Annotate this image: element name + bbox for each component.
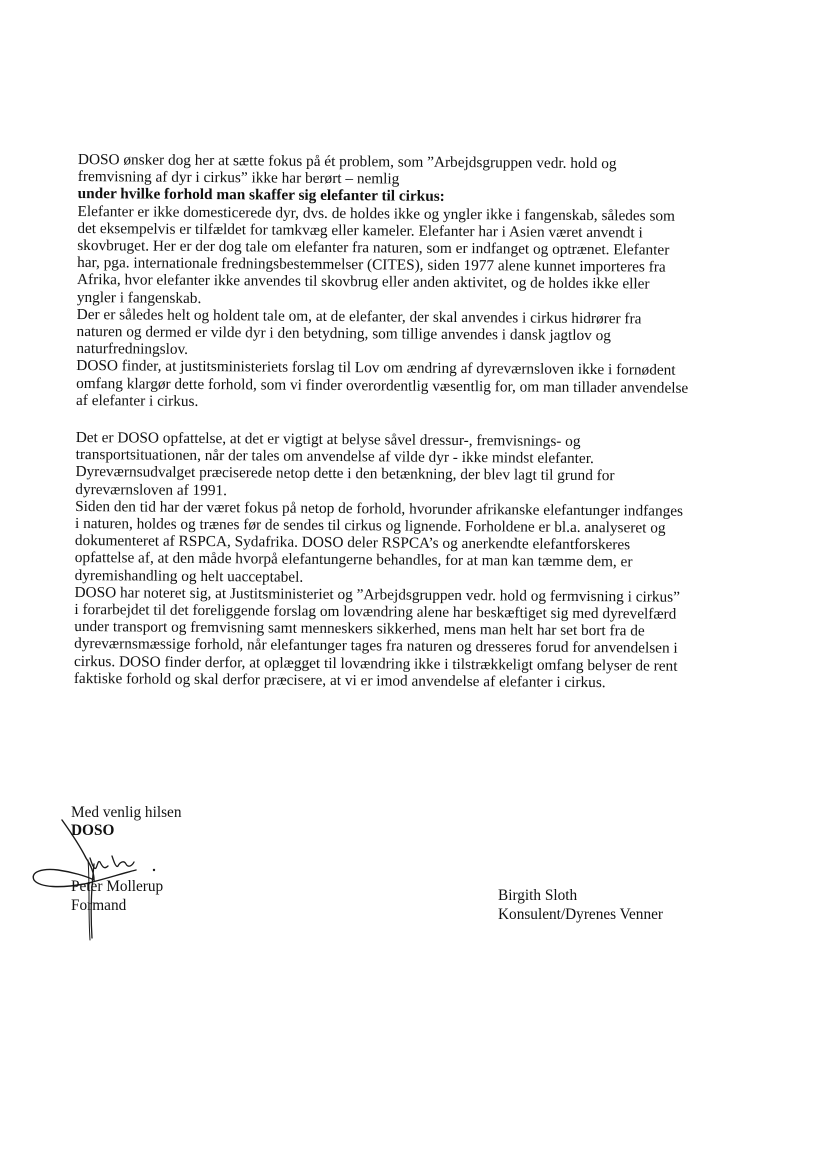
body-line: faktiske forhold og skal derfor præcisere, at vi er imod anvendelse af elefanter i cirkus. bbox=[73, 669, 606, 692]
body-line: opfattelse af, at den måde hvorpå elefantungerne behandles, for at man kan tæmme dem, er bbox=[74, 549, 633, 571]
body-line: DOSO finder, at justitsministeriets forslag til Lov om ændring af dyreværnsloven ikke i fornødent bbox=[76, 357, 676, 380]
signatory-right bbox=[498, 886, 718, 924]
body-line: Der er således helt og holdent tale om, at de elefanter, der skal anvendes i cirkus hidrører fra bbox=[76, 305, 642, 328]
body-line: naturen og dermed er vilde dyr i den betydning, som tillige anvendes i dansk jagtlov og bbox=[76, 323, 612, 345]
body-line: Siden den tid har der været fokus på netop de forhold, hvorunder afrikanske elefantunger indfanges bbox=[75, 497, 684, 520]
body-line: af elefanter i cirkus. bbox=[75, 391, 199, 410]
signatory-name: Peter Mollerup bbox=[71, 878, 164, 895]
body-line: DOSO ønsker dog her at sætte fokus på ét problem, som ”Arbejdsgruppen vedr. hold og bbox=[77, 151, 617, 173]
body-line: skovbruget. Her er der dog tale om elefanter fra naturen, som er indfanget og optrænet. Elefanter bbox=[77, 237, 670, 259]
body-line: cirkus. DOSO finder derfor, at oplægget til lovændring ikke i tilstrækkeligt omfang belyser de rent bbox=[73, 652, 678, 675]
body-line: transportsituationen, når der tales om anvendelse af vilde dyr - ikke mindst elefanter. bbox=[75, 446, 594, 468]
body-line: i forarbejdet til det foreliggende forslag om lovændring alene har beskæftiget sig med dyrevelfærd bbox=[74, 601, 677, 623]
body-line: omfang klargør dette forhold, som vi finder overordentlig væsentlig for, om man tillader anvendelse bbox=[76, 374, 689, 397]
body-line: har, pga. internationale fredningsbestemmelser (CITES), siden 1977 alene kunnet importeres fra bbox=[77, 254, 666, 276]
body-line: yngler i fangenskab. bbox=[76, 288, 202, 307]
section-heading: under hvilke forhold man skaffer sig elefanter til cirkus: bbox=[77, 185, 445, 206]
body-line: Elefanter er ikke domesticerede dyr, dvs. de holdes ikke og yngler ikke i fangenskab, således som bbox=[77, 202, 676, 225]
body-line: i naturen, holdes og trænes før de sendes til cirkus og lignende. Forholdene er bl.a. analyseret og bbox=[75, 515, 666, 537]
body-line: Afrika, hvor elefanter ikke anvendes til skovbrug eller anden aktivitet, og de holdes ikke eller bbox=[76, 271, 650, 293]
body-line: dyremishandling og helt uacceptabel. bbox=[74, 566, 304, 586]
signatory-title: Konsulent/Dyrenes Venner bbox=[498, 906, 663, 923]
body-line: dyreværnsloven af 1991. bbox=[75, 480, 228, 499]
signatory-left bbox=[71, 877, 271, 915]
signatory-name: Birgith Sloth bbox=[498, 887, 578, 904]
body-line: Det er DOSO opfattelse, at det er vigtigt at belyse såvel dressur-, fremvisnings- og bbox=[75, 429, 581, 451]
organization-name: DOSO bbox=[71, 822, 115, 839]
letter-body bbox=[74, 151, 758, 692]
body-line: det eksempelvis er tilfældet for tamkvæg eller kameler. Elefanter har i Asien været anvendt i bbox=[77, 219, 643, 242]
body-line: DOSO har noteret sig, at Justitsministeriet og ”Arbejdsgruppen vedr. hold og fermvisning i cirkus” bbox=[74, 583, 680, 606]
body-line: under transport og fremvisning samt menneskers sikkerhed, mens man helt har set bort fra de bbox=[74, 618, 645, 640]
greeting: Med venlig hilsen bbox=[71, 804, 182, 821]
body-line: naturfredningslov. bbox=[76, 340, 189, 359]
signatory-title: Formand bbox=[71, 897, 127, 914]
body-line: dokumenteret af RSPCA, Sydafrika. DOSO deler RSPCA’s og anerkendte elefantforskeres bbox=[74, 532, 631, 554]
body-line: fremvisning af dyr i cirkus” ikke har berørt – nemlig bbox=[77, 168, 400, 188]
body-line: dyreværnsmæssige forhold, når elefantunger tages fra naturen og dresseres forud for anvendelsen i bbox=[74, 635, 678, 658]
body-line: Dyreværnsudvalget præciserede netop dette i den betænkning, der blev lagt til grund for bbox=[75, 463, 615, 485]
